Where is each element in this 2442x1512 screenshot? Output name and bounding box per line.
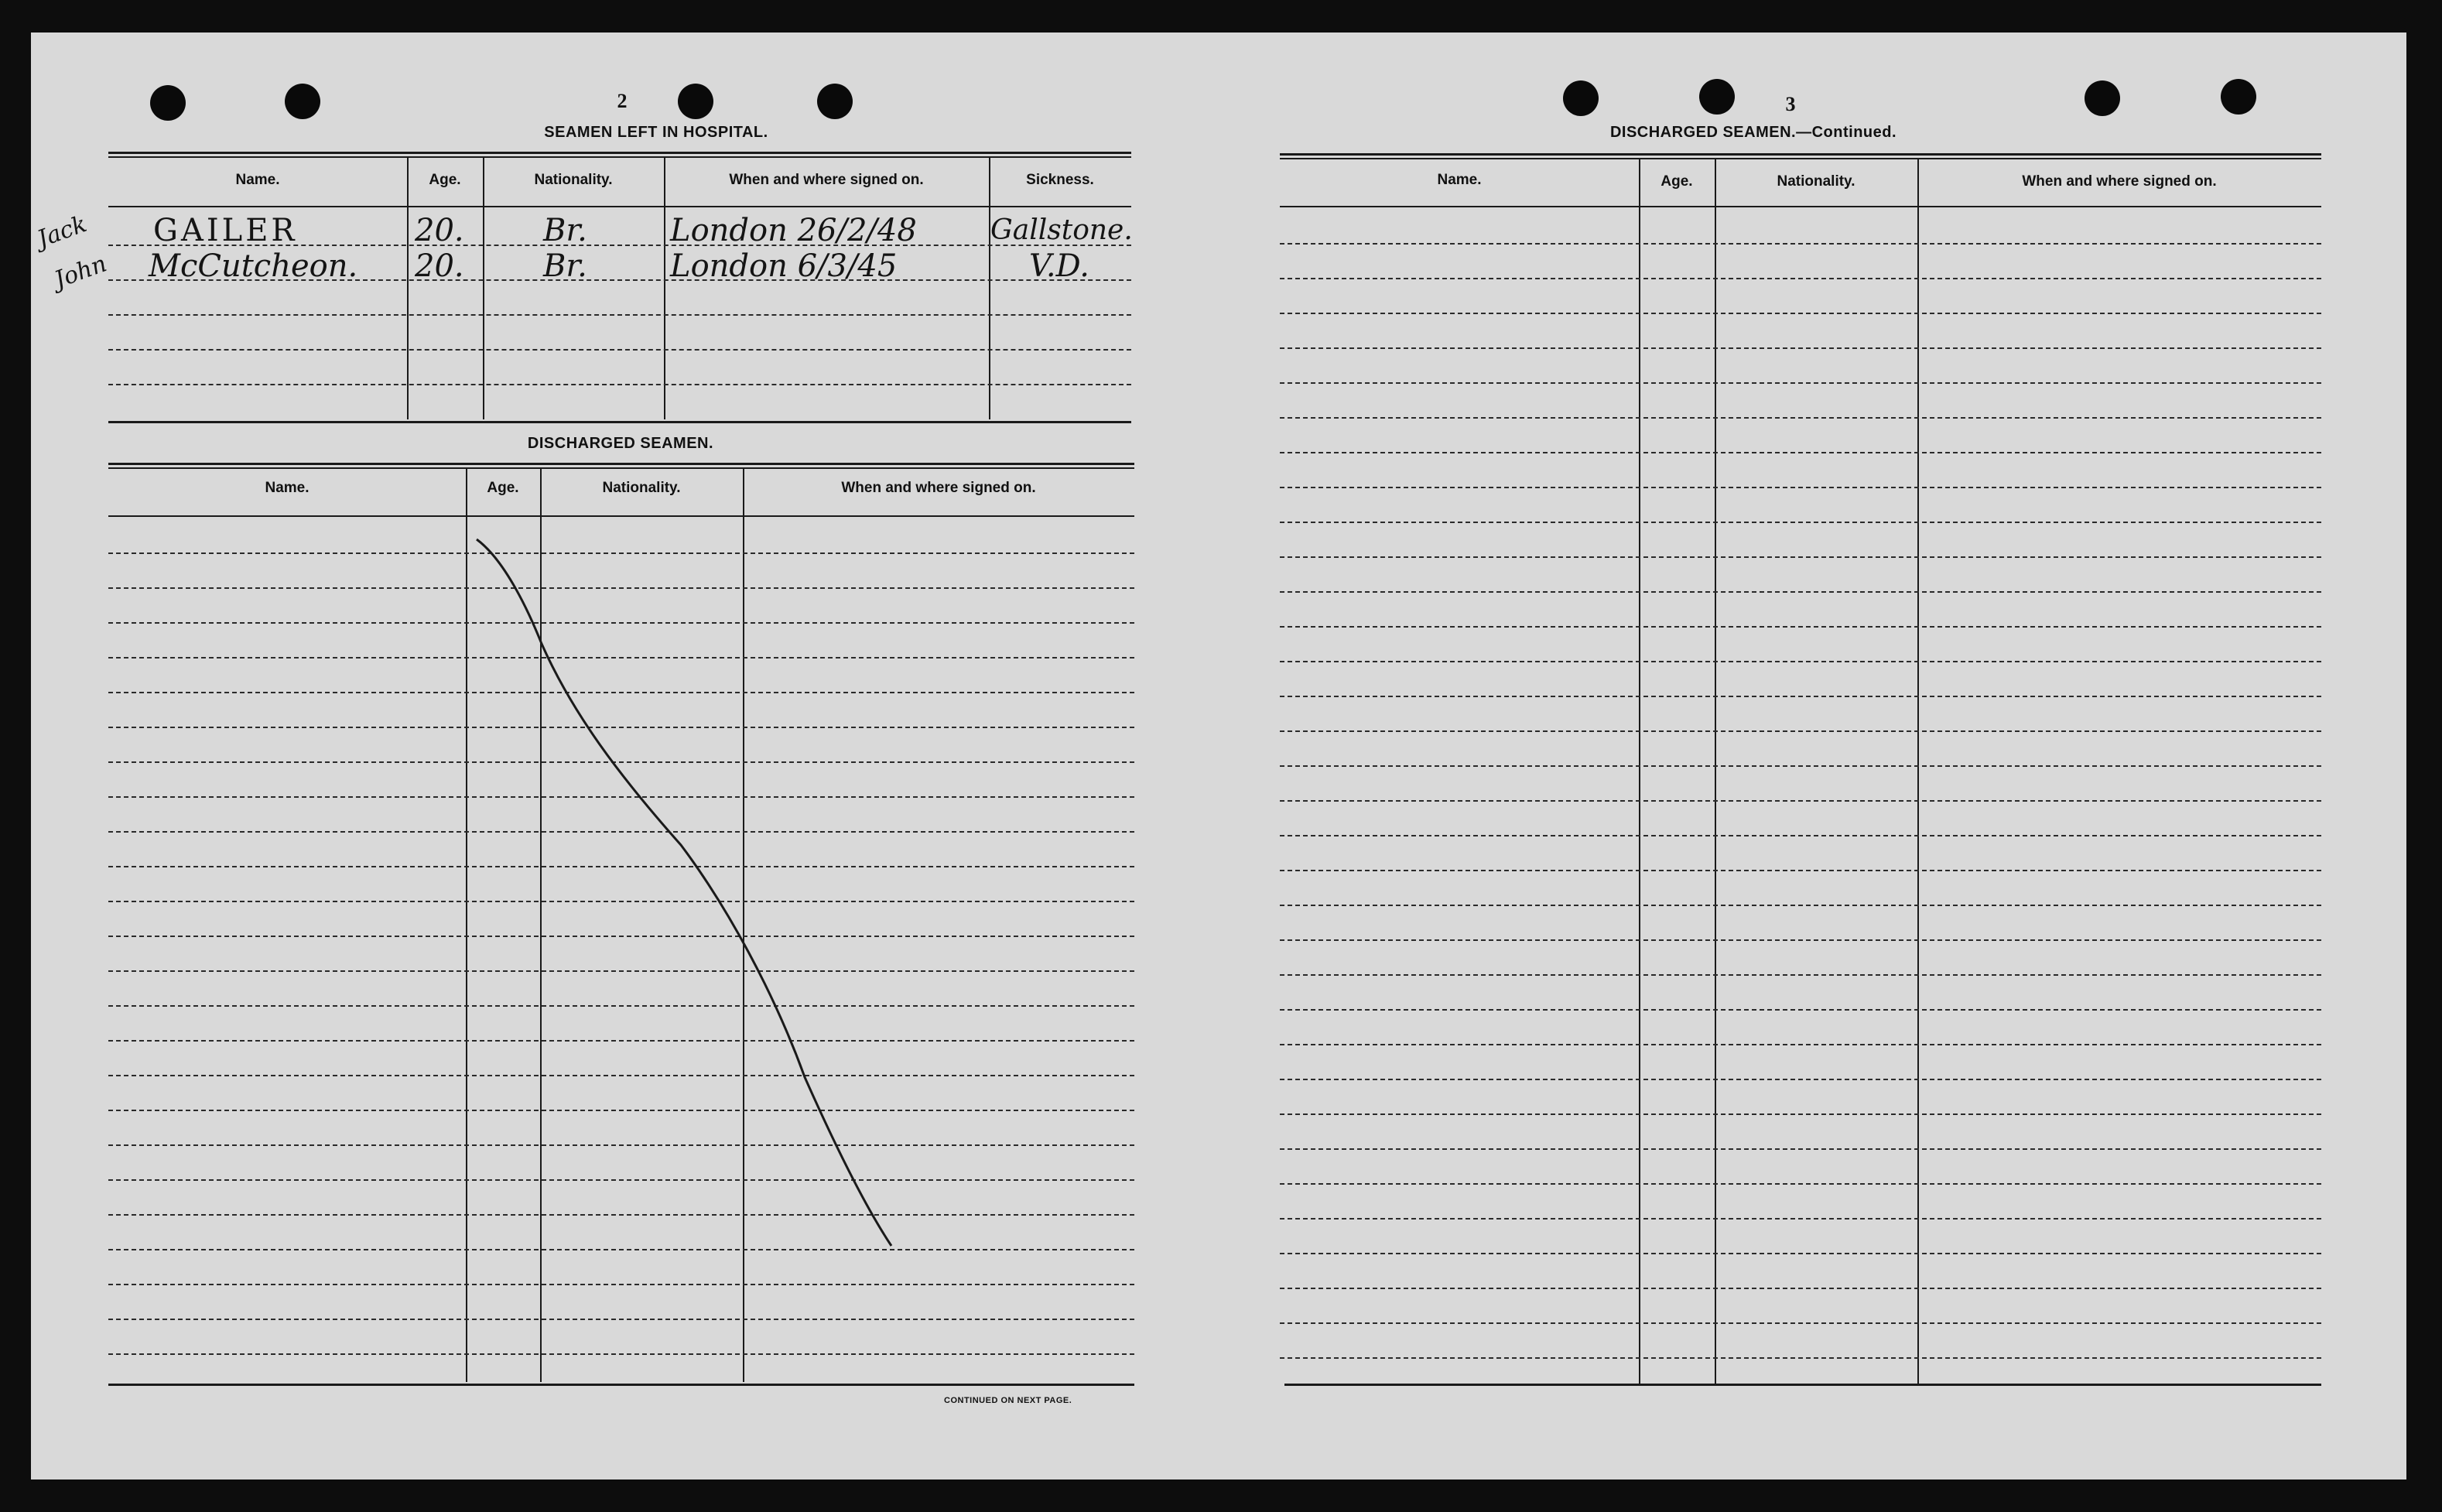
right-col-age: Age.	[1660, 173, 1693, 190]
discharged-continued-title-suffix: —Continued.	[1796, 124, 1897, 141]
cancel-stroke-overlay	[31, 32, 2406, 1480]
hospital-row-1-nationality: Br.	[543, 213, 587, 248]
hospital-col-nationality: Nationality.	[534, 172, 613, 188]
hospital-row-1-age: 20.	[415, 213, 464, 248]
hospital-row-2-given-name: John	[50, 250, 111, 294]
hospital-row-2-nationality: Br.	[543, 248, 587, 284]
continued-note: CONTINUED ON NEXT PAGE.	[944, 1396, 1072, 1405]
hospital-row-2-signed-on: London 6/3/45	[670, 248, 898, 284]
discharged-col-name: Name.	[265, 480, 310, 496]
hospital-row-1-signed-on: London 26/2/48	[670, 213, 917, 248]
right-col-nationality: Nationality.	[1777, 173, 1855, 190]
discharged-section-title: DISCHARGED SEAMEN.	[527, 435, 714, 452]
hospital-col-sickness: Sickness.	[1026, 172, 1094, 188]
discharged-continued-title-main: DISCHARGED SEAMEN.	[1609, 124, 1797, 141]
hospital-row-2-name: McCutcheon.	[149, 248, 358, 284]
discharged-col-signed-on: When and where signed on.	[841, 480, 1036, 496]
hospital-section-title: SEAMEN LEFT IN HOSPITAL.	[544, 124, 768, 141]
discharged-col-nationality: Nationality.	[602, 480, 681, 496]
hospital-row-2-sickness: V.D.	[1029, 248, 1089, 284]
hospital-row-2-age: 20.	[415, 248, 464, 284]
diagonal-cancel-line	[477, 539, 891, 1246]
hospital-row-1-given-name: Jack	[33, 210, 91, 254]
right-col-signed-on: When and where signed on.	[2022, 173, 2217, 190]
discharged-col-age: Age.	[487, 480, 519, 496]
right-page-number: 3	[1785, 93, 1796, 115]
document-sheet	[31, 32, 2406, 1480]
hospital-col-signed-on: When and where signed on.	[729, 172, 924, 188]
hospital-col-name: Name.	[235, 172, 280, 188]
hospital-row-1-name: GAILER	[153, 213, 298, 248]
right-col-name: Name.	[1437, 172, 1482, 188]
hospital-row-1-sickness: Gallstone.	[990, 214, 1133, 246]
left-page-number: 2	[617, 90, 628, 112]
hospital-col-age: Age.	[429, 172, 461, 188]
